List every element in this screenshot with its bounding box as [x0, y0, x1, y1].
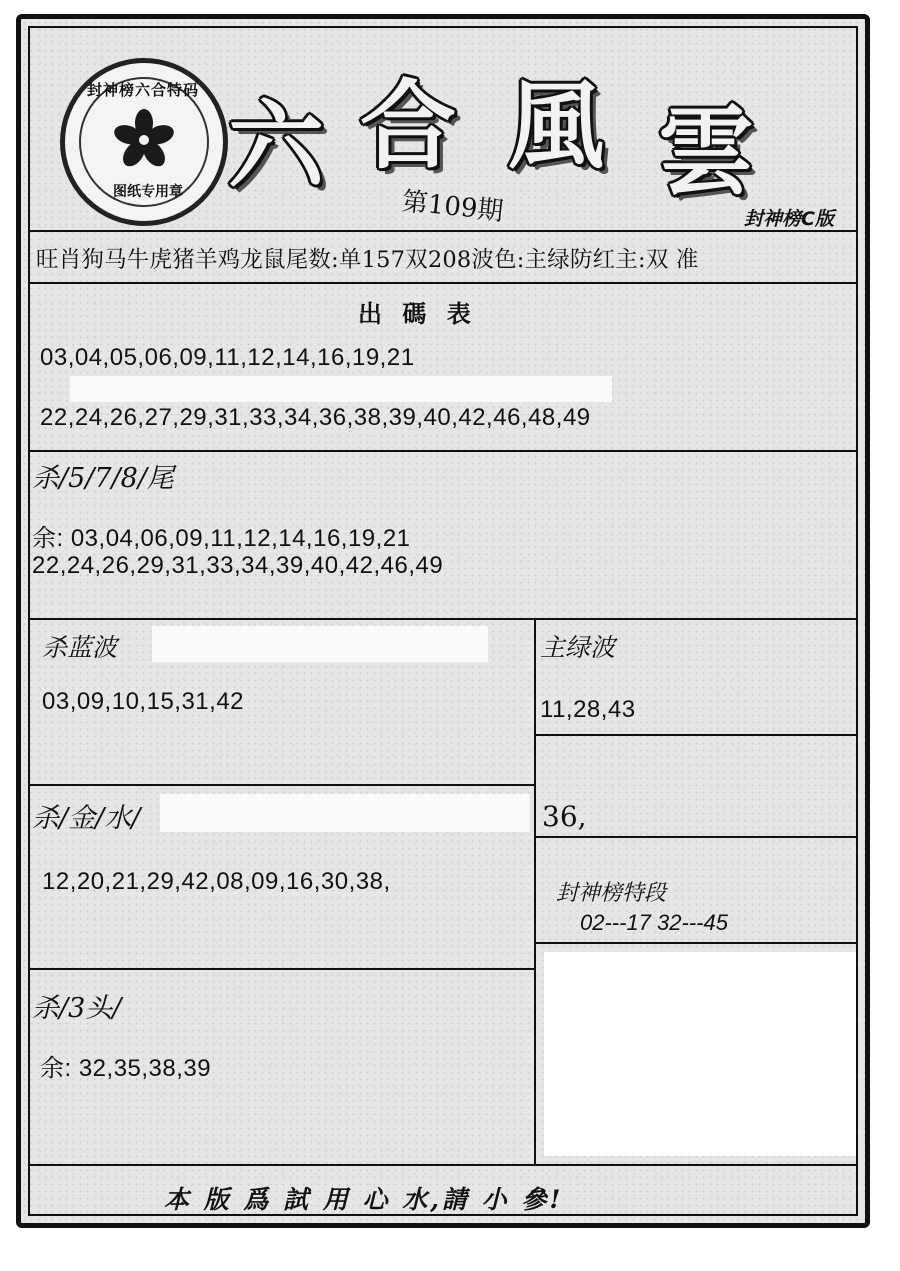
bauhinia-flower-icon [113, 109, 175, 171]
special-segment-ranges: 02---17 32---45 [580, 910, 728, 935]
code-table-line-1: 03,04,05,06,09,11,12,14,16,19,21 [40, 344, 415, 371]
footer-note: 本 版 爲 試 用 心 水,請 小 參! [164, 1185, 564, 1214]
code-table-title: 出 碼 表 [358, 299, 477, 328]
kill-tail-line-2: 22,24,26,29,31,33,34,39,40,42,46,49 [32, 552, 444, 579]
stamp-ring-text: 封神榜六合特码 [87, 81, 200, 99]
main-green-numbers: 11,28,43 [540, 696, 636, 723]
kill-element-numbers: 12,20,21,29,42,08,09,16,30,38, [42, 868, 391, 895]
main-green-label: 主绿波 [540, 633, 616, 662]
kill-tail-label: 杀/5/7/8/尾 [32, 463, 174, 494]
blank-box [544, 952, 856, 1156]
divider [30, 1164, 856, 1166]
divider [30, 230, 856, 232]
kill-blue-label: 杀蓝波 [42, 633, 118, 662]
lottery-sheet [16, 14, 870, 1228]
divider [30, 968, 536, 970]
title-char-2: 合 [360, 69, 456, 182]
single-pick: 36, [542, 800, 587, 833]
special-segment-label: 封神榜特段 [556, 881, 667, 906]
divider [30, 282, 856, 284]
kill-element-label: 杀/金/水/ [32, 803, 141, 834]
divider [534, 734, 856, 736]
title-char-4: 雲 [658, 95, 754, 208]
kill-head-label: 杀/3头/ [32, 993, 122, 1024]
info-line: 旺肖狗马牛虎猪羊鸡龙鼠尾数:单157双208波色:主绿防红主:双 准 [36, 247, 699, 273]
edition-label: 封神榜C版 [744, 208, 834, 230]
kill-tail-line-1: 余: 03,04,06,09,11,12,14,16,19,21 [32, 525, 411, 552]
kill-head-numbers: 余: 32,35,38,39 [40, 1055, 212, 1082]
issue-number: 第109期 [400, 186, 505, 228]
stamp-bottom-text: 图纸专用章 [113, 184, 183, 200]
divider [534, 836, 856, 838]
sheet-inner-frame [28, 26, 858, 1216]
divider [30, 618, 856, 620]
divider [534, 942, 856, 944]
code-table-line-2: 22,24,26,27,29,31,33,34,36,38,39,40,42,46,48,49 [40, 404, 591, 431]
kill-blue-numbers: 03,09,10,15,31,42 [42, 688, 245, 715]
divider [30, 450, 856, 452]
title-char-1: 六 [228, 89, 324, 202]
divider [30, 784, 536, 786]
title-char-3: 風 [508, 69, 604, 182]
column-divider [534, 618, 536, 1164]
official-stamp [60, 58, 228, 226]
